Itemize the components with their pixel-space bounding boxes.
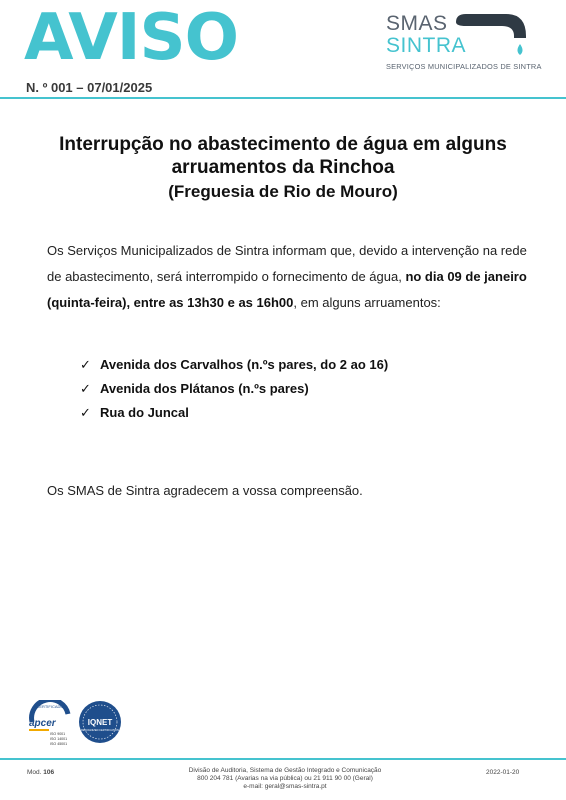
apcer-iso-2: ISO 14001 <box>50 737 68 741</box>
iqnet-name: IQNET <box>87 718 113 727</box>
street-name: Avenida dos Carvalhos (n.ºs pares, do 2 ao 16) <box>100 357 389 372</box>
street-name: Rua do Juncal <box>100 405 189 420</box>
footer-line1: Divisão de Auditoria, Sistema de Gestão Integrado e Comunicação <box>188 767 382 774</box>
apcer-iso-1: ISO 9001 <box>50 732 66 736</box>
logo-line2: SINTRA <box>386 34 467 57</box>
list-item <box>80 401 388 425</box>
footer-mod-number: 106 <box>43 769 55 776</box>
logo-tagline: SERVIÇOS MUNICIPALIZADOS DE SINTRA <box>386 62 542 71</box>
paragraph-date-time: no dia 09 de janeiro (quinta-feira), entre as 13h30 e as 16h00 <box>47 269 527 310</box>
notice-title: Interrupção no abastecimento de água em alguns arruamentos da Rinchoa <box>59 134 507 178</box>
logo-line1: SMAS <box>386 12 448 35</box>
check-icon: ✓ <box>80 381 91 396</box>
apcer-iso-3: ISO 45001 <box>50 742 68 746</box>
paragraph-part1: Os Serviços Municipalizados de Sintra informam que, devido a intervenção na rede de abastecimento, será interrompido o fornecimento de água, <box>47 243 527 284</box>
iqnet-sub: RECOGNIZED CERTIFICATION <box>81 729 119 732</box>
check-icon: ✓ <box>80 405 91 420</box>
check-icon: ✓ <box>80 357 91 372</box>
notice-subtitle: (Freguesia de Rio de Mouro) <box>168 182 398 201</box>
notice-number: N. º 001 – 07/01/2025 <box>26 80 153 95</box>
header-divider <box>0 97 566 99</box>
street-name: Avenida dos Plátanos (n.ºs pares) <box>100 381 309 396</box>
footer-divider <box>0 758 566 760</box>
list-item <box>80 377 388 401</box>
apcer-certification-logo <box>26 700 74 748</box>
tap-drop-icon <box>454 12 534 58</box>
page-title: AVISO <box>24 1 239 75</box>
paragraph-part2: , em alguns arruamentos: <box>293 295 441 310</box>
footer-contacts <box>130 767 440 791</box>
smas-sintra-logo <box>380 12 540 74</box>
apcer-name: apcer <box>29 718 56 729</box>
list-item <box>80 353 388 377</box>
footer-model <box>27 769 54 776</box>
street-list <box>80 353 388 425</box>
apcer-top-label: CERTIFICADO <box>36 704 64 709</box>
notice-paragraph <box>47 238 537 316</box>
thanks-text: Os SMAS de Sintra agradecem a vossa compreensão. <box>47 483 363 498</box>
iqnet-certification-logo <box>78 700 122 744</box>
footer-email: e-mail: geral@smas-sintra.pt <box>243 783 327 790</box>
footer-mod-label: Mod. <box>27 769 42 776</box>
footer-line2: 800 204 781 (Avarias na via pública) ou 21 911 90 00 (Geral) <box>197 775 373 782</box>
footer-date: 2022-01-20 <box>486 769 520 776</box>
